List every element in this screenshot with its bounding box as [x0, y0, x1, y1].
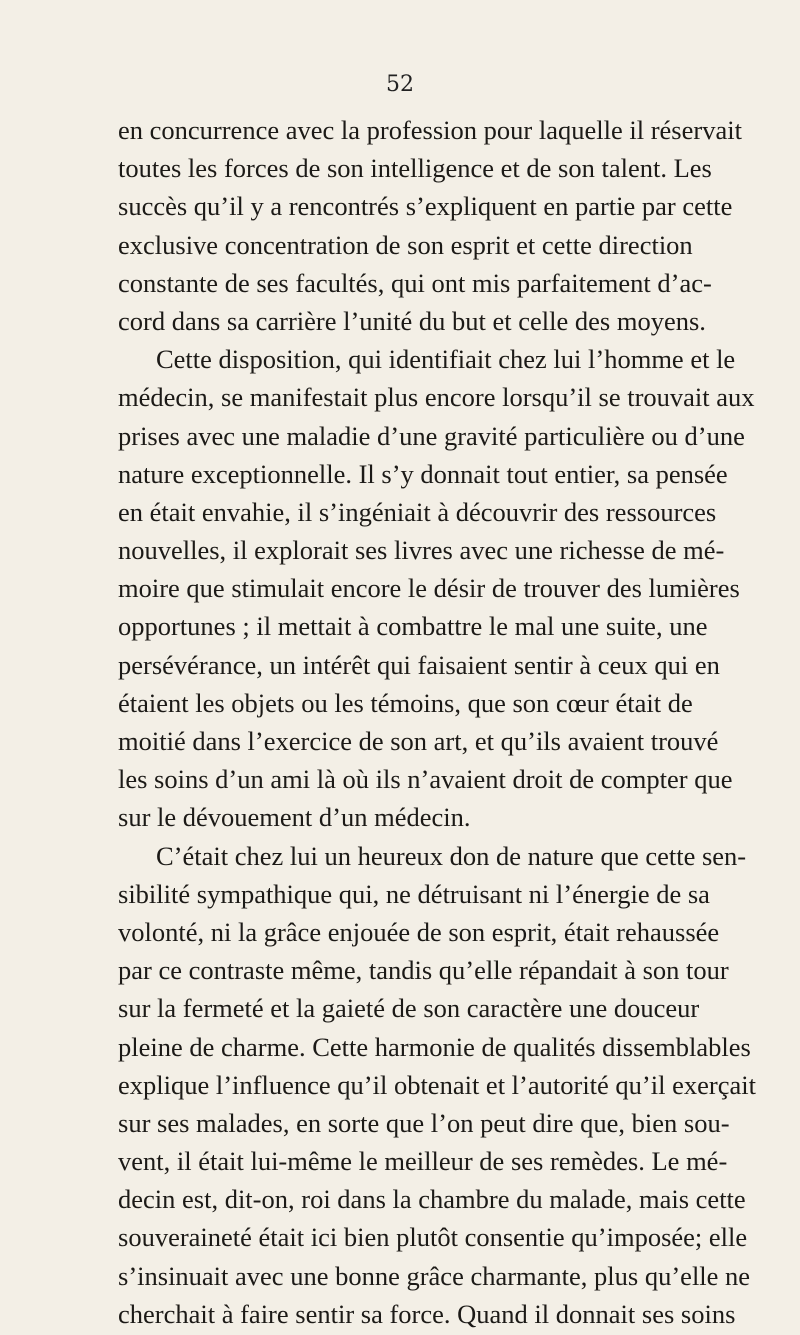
text-line: souveraineté était ici bien plutôt consentie qu’imposée; elle [118, 1222, 748, 1253]
page-number: 52 [386, 72, 414, 97]
text-line: sur le dévouement d’un médecin. [118, 802, 471, 833]
text-line: cherchait à faire sentir sa force. Quand il donnait ses soins [118, 1298, 736, 1329]
text-line: étaient les objets ou les témoins, que son cœur était de [118, 687, 693, 718]
text-line: pleine de charme. Cette harmonie de qualités dissemblables [118, 1031, 751, 1062]
paragraph-2 [118, 340, 755, 836]
text-line: en concurrence avec la profession pour laquelle il réservait [118, 115, 742, 145]
text-line: toutes les forces de son intelligence et de son talent. Les [118, 153, 712, 184]
text-line: explique l’influence qu’il obtenait et l’autorité qu’il exerçait [118, 1069, 756, 1100]
text-line: par ce contraste même, tandis qu’elle répandait à son tour [118, 955, 729, 986]
text-line: moire que stimulait encore le désir de trouver des lumières [118, 573, 740, 604]
text-line: les soins d’un ami là où ils n’avaient droit de compter que [118, 764, 733, 795]
text-line: persévérance, un intérêt qui faisaient sentir à ceux qui en [118, 649, 720, 680]
text-line: nature exceptionnelle. Il s’y donnait tout entier, sa pensée [118, 458, 728, 489]
paragraph-1 [118, 111, 742, 340]
paragraph-3 [118, 837, 756, 1333]
text-line: volonté, ni la grâce enjouée de son esprit, était rehaussée [118, 916, 720, 947]
text-line: moitié dans l’exercice de son art, et qu’ils avaient trouvé [118, 726, 719, 756]
text-line: médecin, se manifestait plus encore lorsqu’il se trouvait aux [118, 382, 755, 413]
text-line: constante de ses facultés, qui ont mis parfaitement d’ac- [118, 267, 712, 298]
text-line: cord dans sa carrière l’unité du but et celle des moyens. [118, 305, 706, 336]
text-line: opportunes ; il mettait à combattre le mal une suite, une [118, 611, 708, 642]
text-line: en était envahie, il s’ingéniait à découvrir des ressources [118, 496, 717, 527]
text-line: nouvelles, il explorait ses livres avec une richesse de mé- [118, 535, 725, 566]
text-line: sur ses malades, en sorte que l’on peut dire que, bien sou- [118, 1107, 730, 1138]
text-line: s’insinuait avec une bonne grâce charmante, plus qu’elle ne [118, 1260, 751, 1291]
text-line: succès qu’il y a rencontrés s’expliquent en partie par cette [118, 191, 733, 222]
text-line: sibilité sympathique qui, ne détruisant ni l’énergie de sa [118, 878, 710, 909]
text-line: exclusive concentration de son esprit et cette direction [118, 229, 693, 260]
text-line: C’était chez lui un heureux don de nature que cette sen- [156, 840, 747, 871]
text-line: vent, il était lui-même le meilleur de ses remèdes. Le mé- [118, 1146, 728, 1177]
text-line: prises avec une maladie d’une gravité particulière ou d’une [118, 420, 745, 451]
text-line: Cette disposition, qui identifiait chez lui l’homme et le [156, 344, 736, 375]
text-line: decin est, dit-on, roi dans la chambre du malade, mais cette [118, 1184, 746, 1215]
body-text [118, 111, 756, 1333]
text-line: sur la fermeté et la gaieté de son caractère une douceur [118, 993, 700, 1024]
